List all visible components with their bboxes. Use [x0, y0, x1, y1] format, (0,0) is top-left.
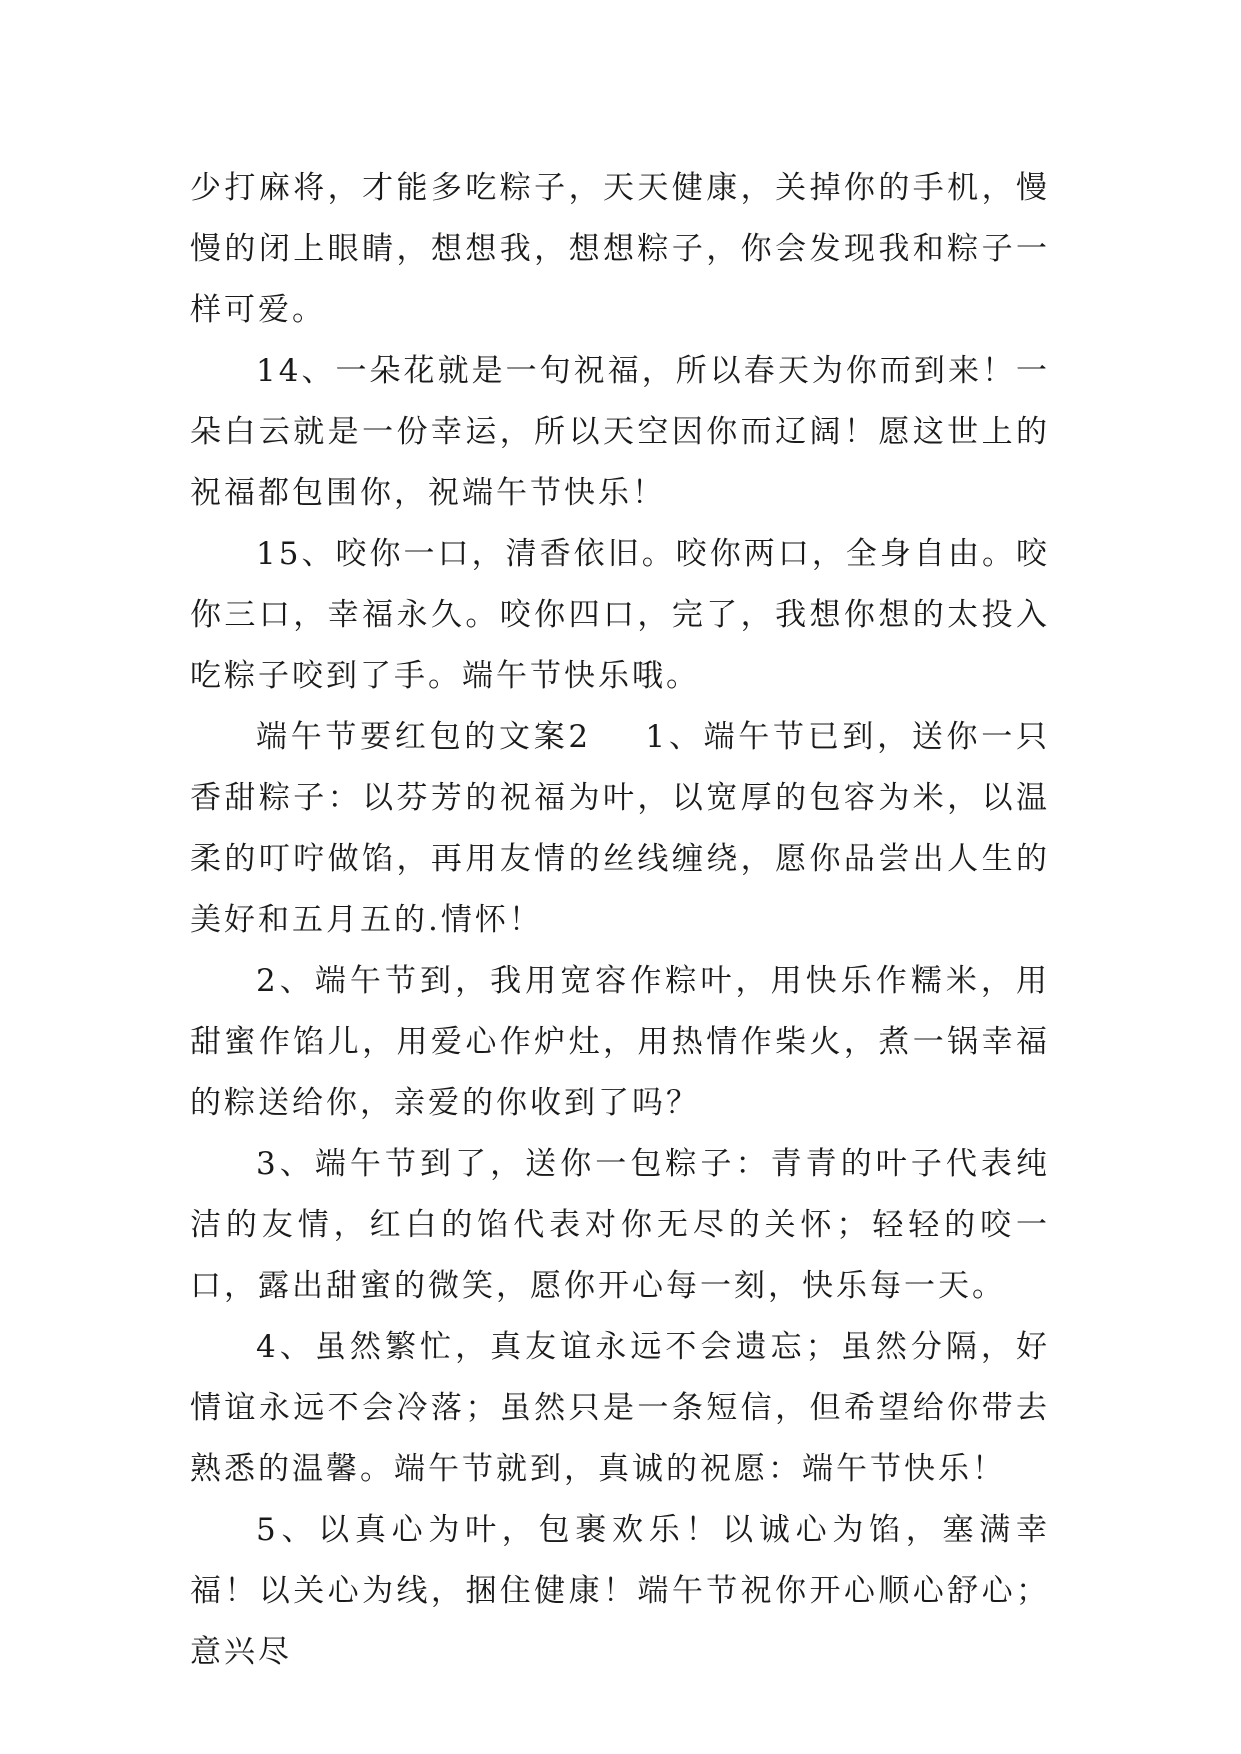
paragraph-section2-item1 — [190, 707, 1050, 951]
paragraph-item3: 3、端午节到了，送你一包粽子：青青的叶子代表纯洁的友情，红白的馅代表对你无尽的关怀；轻轻的咬一口，露出甜蜜的微笑，愿你开心每一刻，快乐每一天。 — [190, 1146, 1050, 1304]
paragraph-item4: 4、虽然繁忙，真友谊永远不会遗忘；虽然分隔，好情谊永远不会冷落；虽然只是一条短信，但希望给你带去熟悉的温馨。端午节就到，真诚的祝愿：端午节快乐！ — [190, 1329, 1050, 1487]
paragraph-15: 15、咬你一口，清香依旧。咬你两口，全身自由。咬你三口，幸福永久。咬你四口，完了，我想你想的太投入吃粽子咬到了手。端午节快乐哦。 — [190, 536, 1050, 694]
paragraph-item5: 5、以真心为叶，包裹欢乐！以诚心为馅，塞满幸福！以关心为线，捆住健康！端午节祝你开心顺心舒心；意兴尽 — [190, 1512, 1050, 1670]
document-body — [190, 158, 1050, 1683]
section-heading: 端午节要红包的文案2 — [256, 719, 592, 755]
paragraph-14: 14、一朵花就是一句祝福，所以春天为你而到来！一朵白云就是一份幸运，所以天空因你而辽阔！愿这世上的祝福都包围你，祝端午节快乐！ — [190, 353, 1050, 511]
paragraph-intro-continuation: 少打麻将，才能多吃粽子，天天健康，关掉你的手机，慢慢的闭上眼睛，想想我，想想粽子，你会发现我和粽子一样可爱。 — [190, 170, 1050, 328]
paragraph-item2: 2、端午节到，我用宽容作粽叶，用快乐作糯米，用甜蜜作馅儿，用爱心作炉灶，用热情作柴火，煮一锅幸福的粽送给你，亲爱的你收到了吗？ — [190, 963, 1050, 1121]
paragraph-section2-item1-text: 1、端午节已到，送你一只香甜粽子：以芬芳的祝福为叶，以宽厚的包容为米，以温柔的叮咛做馅，再用友情的丝线缠绕，愿你品尝出人生的美好和五月五的.情怀！ — [190, 719, 1050, 938]
heading-gap — [591, 719, 645, 755]
